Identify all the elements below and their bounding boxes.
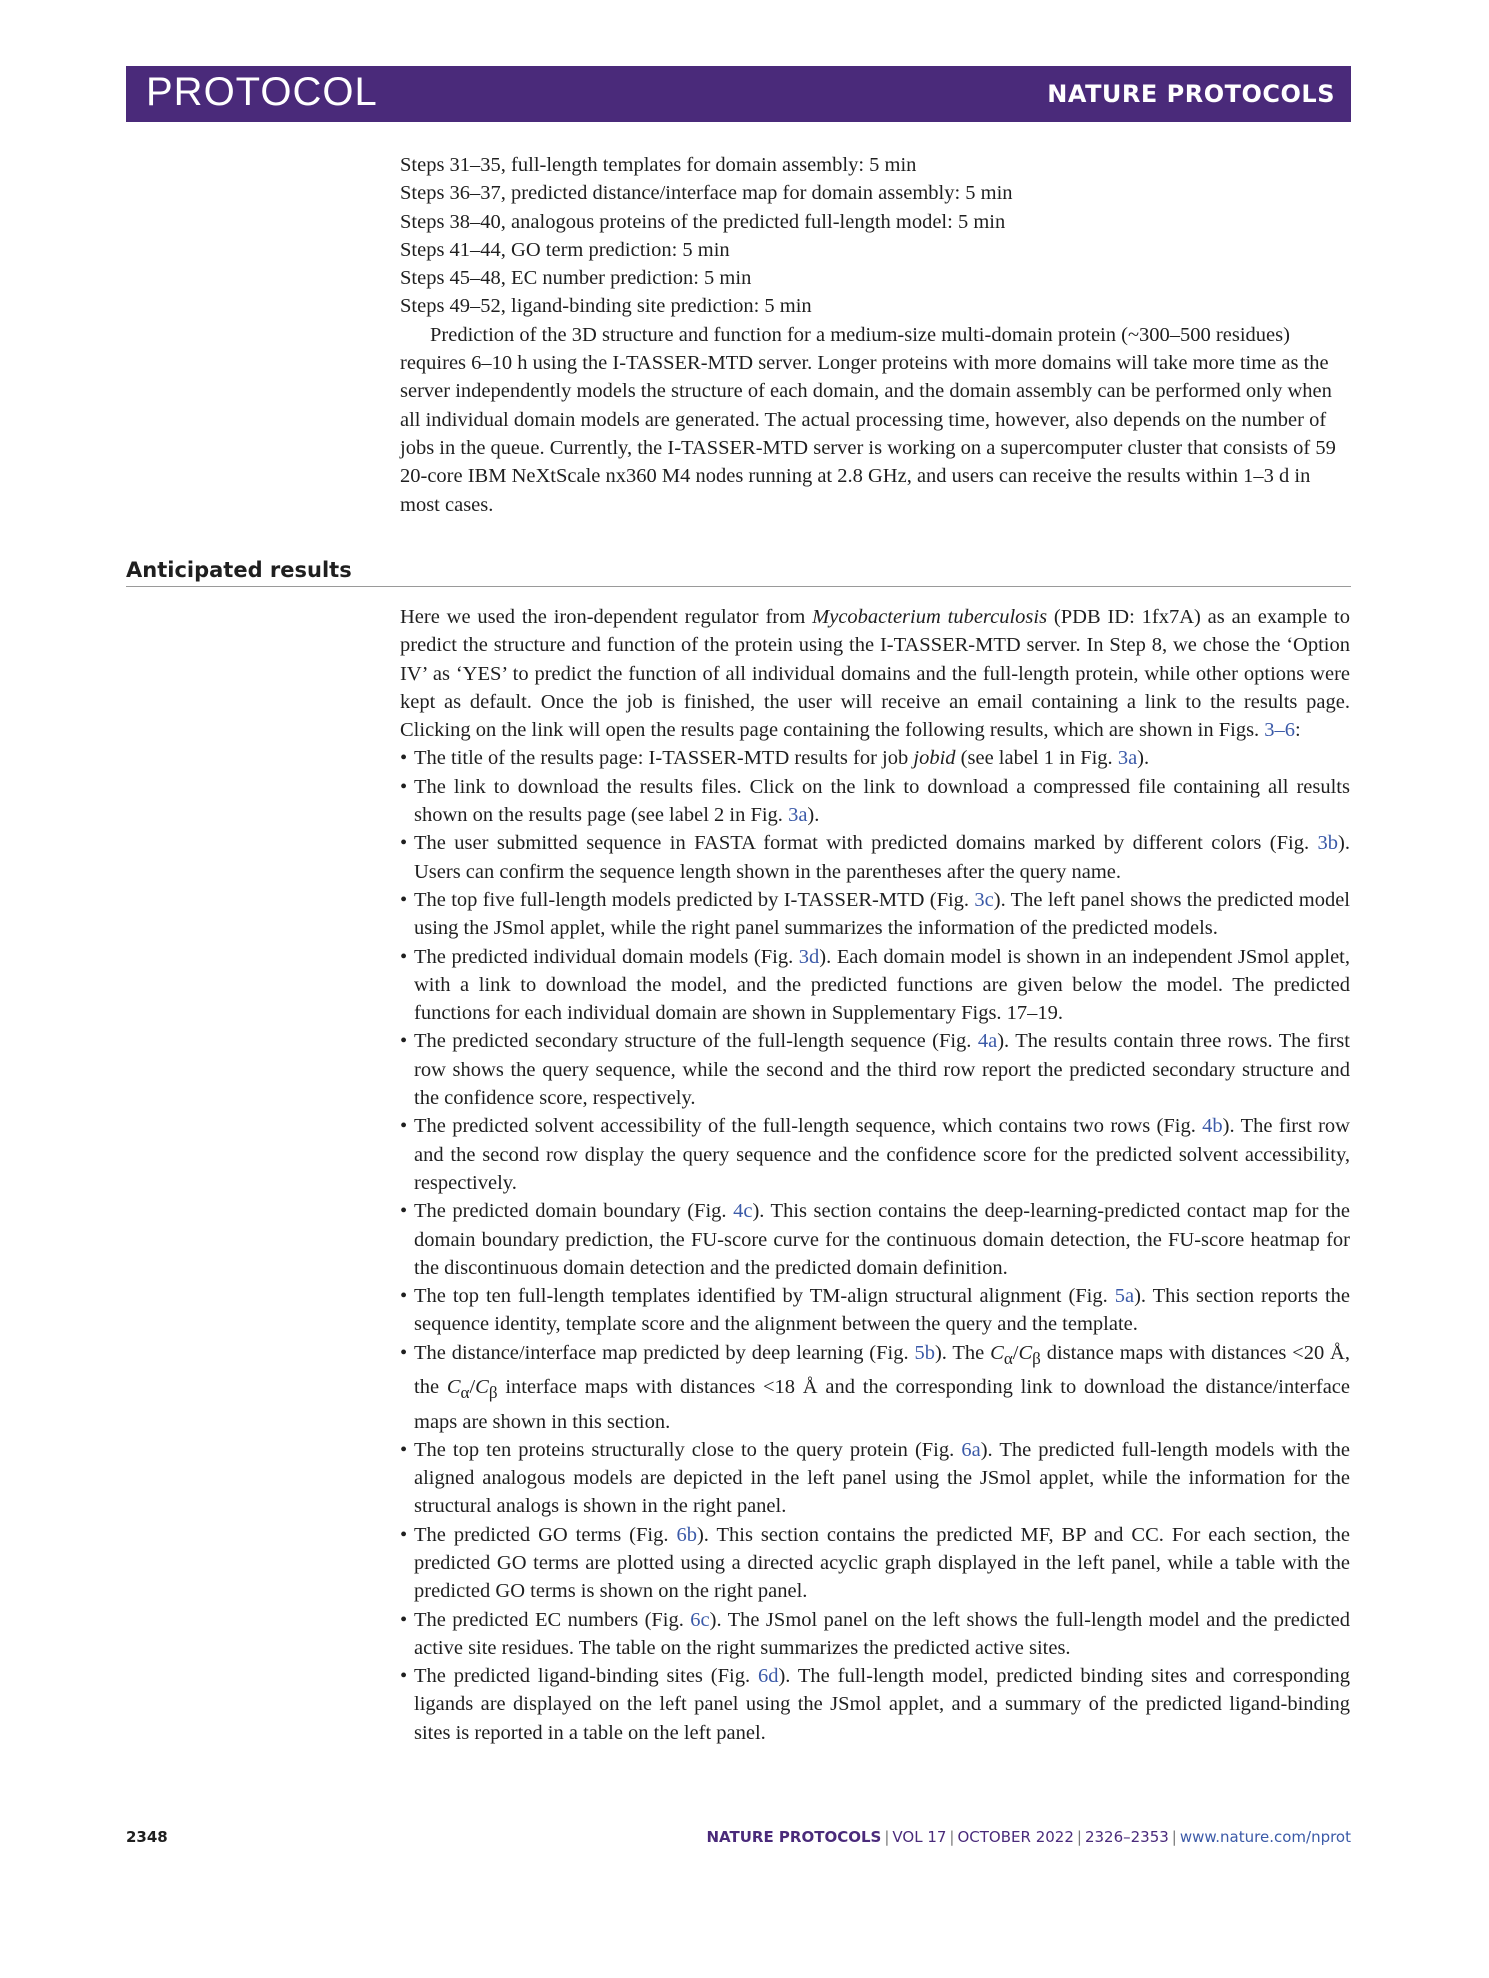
result-bullet: • The predicted EC numbers (Fig. 6c). The JSmol panel on the left shows the full-length model and the predicted active site residues. The table on the right summarizes the predicted active sites. [400,1606,1350,1663]
step-line: Steps 45–48, EC number prediction: 5 min [400,267,752,290]
result-bullet: • The top ten full-length templates identified by TM-align structural alignment (Fig. 5a). This section reports the sequence identity, template score and the alignment between the query and the template. [400,1282,1350,1339]
step-line: Steps 41–44, GO term prediction: 5 min [400,238,730,261]
organism-name: Mycobacterium tuberculosis [812,606,1048,628]
figure-reference[interactable]: 6b [676,1523,697,1546]
result-bullet: • The predicted individual domain models (Fig. 3d). Each domain model is shown in an independent JSmol applet, with a link to download the model, and the predicted functions are given below the model. The predicted functions for each individual domain are shown in Supplementary Figs. 17–19. [400,943,1350,1028]
result-bullet: • The predicted solvent accessibility of the full-length sequence, which contains two rows (Fig. 4b). The first row and the second row display the query sequence and the confidence score for the predicted solvent accessibility, respectively. [400,1112,1350,1197]
timing-section [400,151,1350,519]
figure-reference[interactable]: 6a [961,1438,981,1461]
figure-reference[interactable]: 4a [977,1030,998,1053]
article-type-label: PROTOCOL [146,70,378,114]
results-section [400,603,1350,1747]
intro-paragraph: Here we used the iron-dependent regulator from Mycobacterium tuberculosis (PDB ID: 1fx7A) as an example to predict the structure and function of the protein using the I-TASSER-MTD server. In Step 8, we chose the ‘Option IV’ as ‘YES’ to predict the function of all individual domains and the full-length protein, while other options were kept as default. Once the job is finished, the user will receive an email containing a link to the results page. Clicking on the link will open the results page containing the following results, which are shown in Figs. 3–6: [400,606,1350,742]
figure-reference[interactable]: 3b [1317,832,1339,855]
page-number: 2348 [126,1828,168,1846]
result-bullet: • The title of the results page: I-TASSER-MTD results for job jobid (see label 1 in Fig. 3a). [400,744,1350,772]
figure-reference[interactable]: 6c [690,1608,710,1631]
step-line: Steps 31–35, full-length templates for domain assembly: 5 min [400,154,917,176]
journal-name: NATURE PROTOCOLS [1047,80,1335,108]
journal-url-link[interactable]: www.nature.com/nprot [1179,1828,1351,1846]
timing-paragraph: Prediction of the 3D structure and function for a medium-size multi-domain protein (~300–500 residues) requires 6–10 h using the I-TASSER-MTD server. Longer proteins with more domains will take more time as the server independently models the structure of each domain, and the domain assembly can be performed only when all individual domain models are generated. The actual processing time, however, also depends on the number of jobs in the queue. Currently, the I-TASSER-MTD server is working on a supercomputer cluster that consists of 59 20-core IBM NeXtScale nx360 M4 nodes running at 2.8 GHz, and users can receive the results within 1–3 d in most cases. [400,323,1336,516]
figure-reference[interactable]: 6d [757,1665,779,1688]
figure-reference[interactable]: 4b [1202,1115,1223,1138]
result-bullet: • The distance/interface map predicted by deep learning (Fig. 5b). The $C_\alpha/C_\beta$ distance maps with distances <20 Å, the $C_\alpha/C_\beta$ interface maps with distances <18 Å and the corresponding link to download the distance/interface maps are shown in this section. [400,1339,1350,1436]
figure-reference[interactable]: 3–6 [1264,719,1296,742]
result-bullet: • The predicted GO terms (Fig. 6b). This section contains the predicted MF, BP and CC. For each section, the predicted GO terms are plotted using a directed acyclic graph displayed in the left panel, while a table with the predicted GO terms is shown on the right panel. [400,1521,1350,1606]
figure-reference[interactable]: 3d [798,945,820,968]
result-bullet: • The predicted domain boundary (Fig. 4c). This section contains the deep-learning-predicted contact map for the domain boundary prediction, the FU-score curve for the continuous domain detection, the FU-score heatmap for the discontinuous domain detection and the predicted domain definition. [400,1197,1350,1282]
page-footer [126,1828,1351,1852]
figure-reference[interactable]: 5a [1114,1285,1135,1308]
result-bullet: • The user submitted sequence in FASTA format with predicted domains marked by different colors (Fig. 3b). Users can confirm the sequence length shown in the parentheses after the query name. [400,829,1350,886]
step-line: Steps 49–52, ligand-binding site prediction: 5 min [400,295,812,318]
result-bullet: • The top five full-length models predicted by I-TASSER-MTD (Fig. 3c). The left panel shows the predicted model using the JSmol applet, while the right panel summarizes the information of the predicted models. [400,886,1350,943]
result-bullet: • The top ten proteins structurally close to the query protein (Fig. 6a). The predicted full-length models with the aligned analogous models are depicted in the left panel using the JSmol applet, while the information for the structural analogs is shown in the right panel. [400,1436,1350,1521]
result-bullet: • The link to download the results files. Click on the link to download a compressed file containing all results shown on the results page (see label 2 in Fig. 3a). [400,773,1350,830]
figure-reference[interactable]: 5b [914,1341,935,1364]
figure-reference[interactable]: 3a [1117,747,1138,770]
step-line: Steps 36–37, predicted distance/interface map for domain assembly: 5 min [400,182,1013,205]
page-header [126,66,1351,122]
figure-reference[interactable]: 4c [733,1200,753,1223]
figure-reference[interactable]: 3a [788,804,808,827]
journal-citation: NATURE PROTOCOLS | VOL 17 | OCTOBER 2022 | 2326–2353 | www.nature.com/nprot [706,1828,1351,1846]
result-bullet: • The predicted secondary structure of the full-length sequence (Fig. 4a). The results contain three rows. The first row shows the query sequence, while the second and the third row report the predicted secondary structure and the confidence score, respectively. [400,1027,1350,1112]
result-bullet: • The predicted ligand-binding sites (Fig. 6d). The full-length model, predicted binding sites and corresponding ligands are displayed on the left panel using the JSmol applet, and a summary of the predicted ligand-binding sites is reported in a table on the left panel. [400,1662,1350,1747]
figure-reference[interactable]: 3c [974,888,994,911]
section-heading: Anticipated results [126,558,1351,587]
step-line: Steps 38–40, analogous proteins of the predicted full-length model: 5 min [400,210,1006,233]
